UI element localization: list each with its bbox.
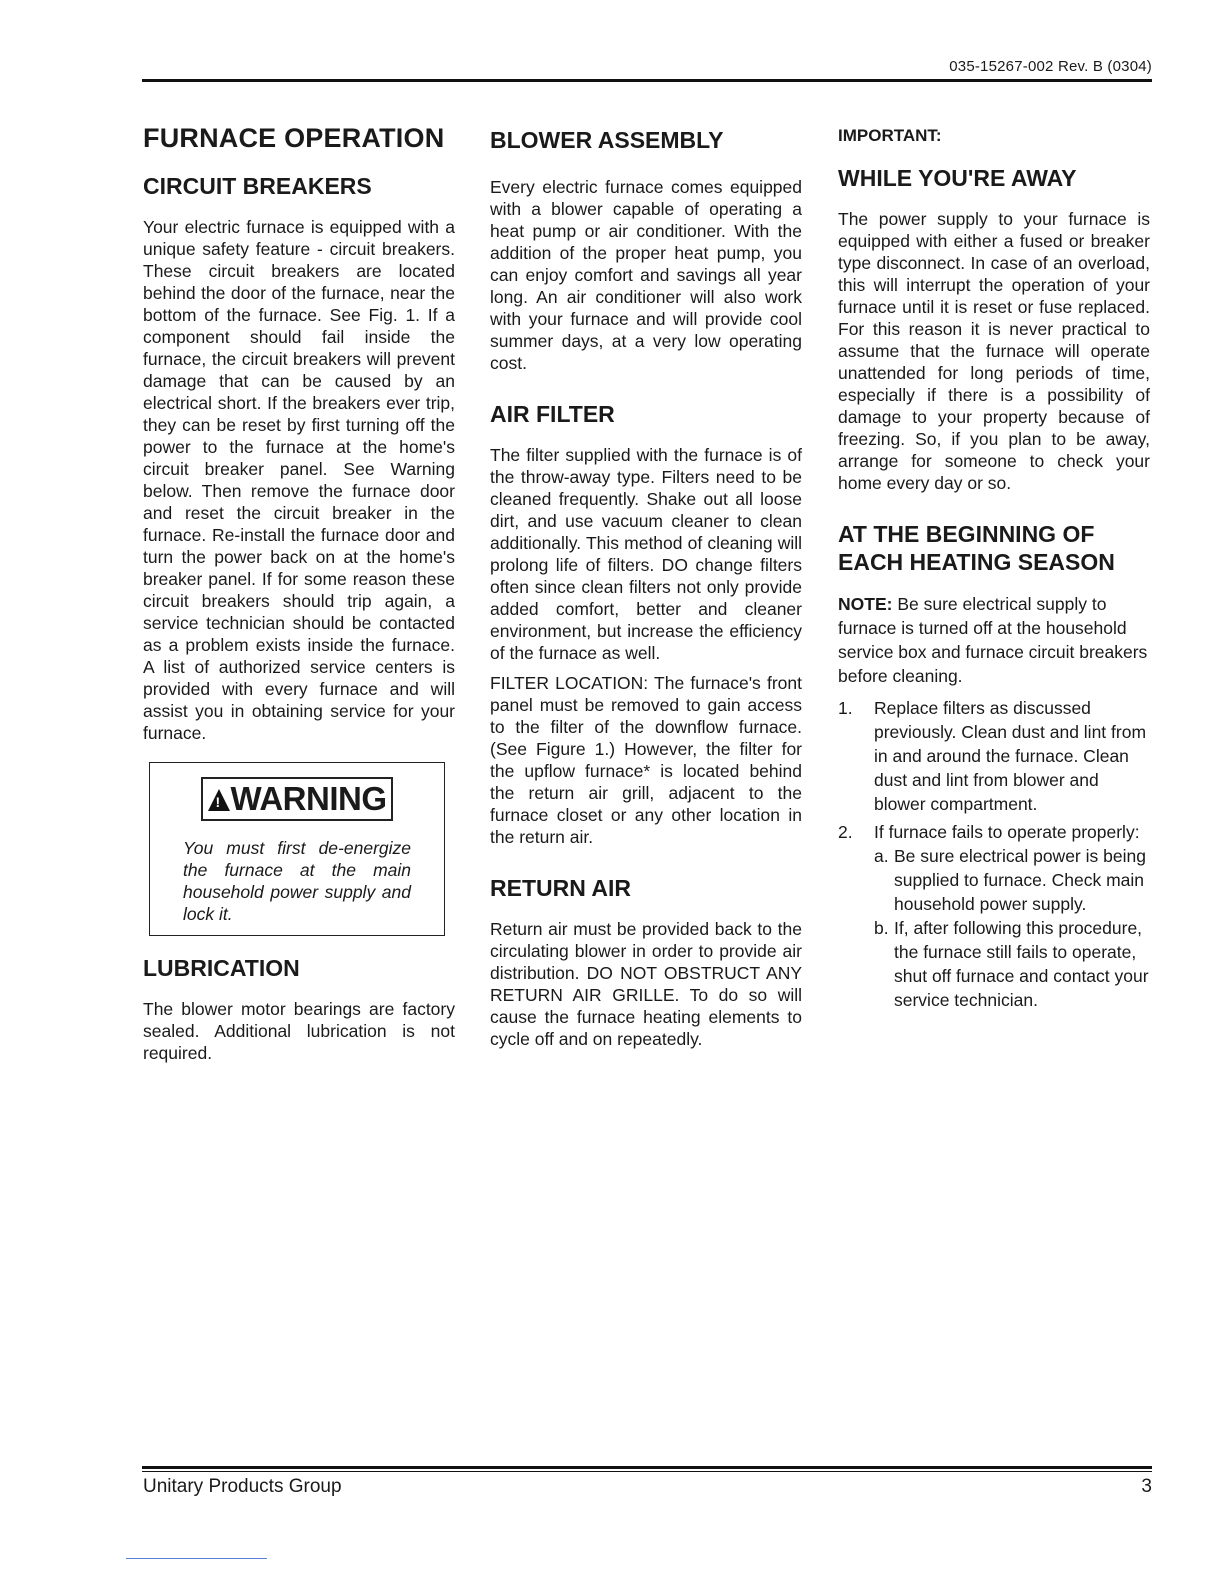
steps-list — [838, 696, 1150, 1012]
column-3 — [838, 122, 1150, 1016]
blower-assembly-text: Every electric furnace comes equipped with a blower capable of operating a heat pump or air conditioner. With the addition of the proper heat pump, you can enjoy comfort and savings all year long. An air conditioner will also work with your furnace and will provide cool summer days, at a very low operating cost. — [490, 177, 802, 374]
warning-icon — [208, 789, 230, 811]
list-item: 2. If furnace fails to operate properly: a. Be sure electrical power is being supplied to furnace. Check main household power supply. b. If, after following this procedure, the furnace still fails to operate, shut off furnace and contact your service technician. — [838, 822, 1149, 1011]
air-filter-heading: AIR FILTER — [490, 401, 615, 428]
while-away-text: The power supply to your furnace is equipped with either a fused or breaker type disconnect. In case of an overload, this will interrupt the operation of your furnace until it is reset or fuse replaced. For this reason it is never practical to assume that the furnace will operate unattended for long periods of time, especially if there is a possibility of damage to your property because of freezing. So, if you plan to be away, arrange for someone to check your home every day or so. — [838, 209, 1150, 494]
header-rule — [142, 79, 1152, 82]
column-1 — [143, 122, 455, 1068]
note-label: NOTE: — [838, 594, 893, 615]
lubrication-text: The blower motor bearings are factory sealed. Additional lubrication is not required. — [143, 999, 455, 1064]
link-underline — [126, 1558, 267, 1559]
note — [838, 592, 1150, 688]
warning-label: !WARNING — [201, 777, 393, 821]
footer-rule-thin — [142, 1471, 1152, 1472]
list-item: 1. Replace filters as discussed previously. Clean dust and lint from in and around the furnace. Clean dust and lint from blower and blower compartment. — [838, 698, 1147, 815]
circuit-breakers-text: Your electric furnace is equipped with a unique safety feature - circuit breakers. These circuit breakers are located behind the door of the furnace, near the bottom of the furnace. See Fig. 1. If a component should fail inside the furnace, the circuit breakers will prevent damage that can be caused by an electrical short. If the breakers ever trip, they can be reset by first turning off the power to the furnace at the home's circuit breaker panel. See Warning below. Then remove the furnace door and reset the circuit breaker in the furnace. Re-install the furnace door and turn the power back on at the home's breaker panel. If for some reason these circuit breakers should trip again, a service technician should be contacted as a problem exists inside the furnace. A list of authorized service centers is provided with every furnace and will assist you in obtaining service for your furnace. — [143, 217, 455, 744]
important-label: IMPORTANT: — [838, 126, 942, 145]
page-number: 3 — [1141, 1476, 1152, 1497]
footer-company: Unitary Products Group — [143, 1476, 342, 1497]
sub-item: b. If, after following this procedure, the furnace still fails to operate, shut off furnace and contact your service technician. — [874, 918, 1149, 1011]
footer-rule — [142, 1466, 1152, 1469]
column-2 — [490, 122, 802, 1054]
return-air-text: Return air must be provided back to the circulating blower in order to provide air distribution. DO NOT OBSTRUCT ANY RETURN AIR GRILLE. To do so will cause the furnace heating elements to cycle off and on repeatedly. — [490, 919, 802, 1050]
sub-item: a. Be sure electrical power is being supplied to furnace. Check main household power supply. — [874, 846, 1146, 915]
document-number: 035-15267-002 Rev. B (0304) — [949, 58, 1152, 75]
note-text: Be sure electrical supply to furnace is turned off at the household service box and furnace circuit breakers before cleaning. — [838, 594, 1148, 687]
lubrication-heading: LUBRICATION — [143, 955, 300, 982]
while-away-heading: WHILE YOU'RE AWAY — [838, 165, 1077, 191]
air-filter-text: The filter supplied with the furnace is of the throw-away type. Filters need to be cleaned frequently. Shake out all loose dirt, and use vacuum cleaner to clean additionally. This method of cleaning will prolong life of filters. DO change filters often since clean filters not only provide added comfort, better and cleaner environment, but increase the efficiency of the furnace as well. — [490, 445, 802, 664]
warning-text: You must first de-energize the furnace at the main household power supply and lock it. — [183, 838, 411, 925]
return-air-heading: RETURN AIR — [490, 875, 631, 902]
circuit-breakers-heading: CIRCUIT BREAKERS — [143, 173, 372, 200]
warning-box — [149, 762, 445, 936]
blower-assembly-heading: BLOWER ASSEMBLY — [490, 127, 724, 153]
heating-season-heading: AT THE BEGINNING OF EACH HEATING SEASON — [838, 521, 1115, 576]
section-title: FURNACE OPERATION — [143, 123, 445, 153]
filter-location-text: FILTER LOCATION: The furnace's front panel must be removed to gain access to the filter of the downflow furnace. (See Figure 1.) However, the filter for the upflow furnace* is located behind the return air grill, adjacent to the furnace closet or any other location in the return air. — [490, 673, 802, 848]
